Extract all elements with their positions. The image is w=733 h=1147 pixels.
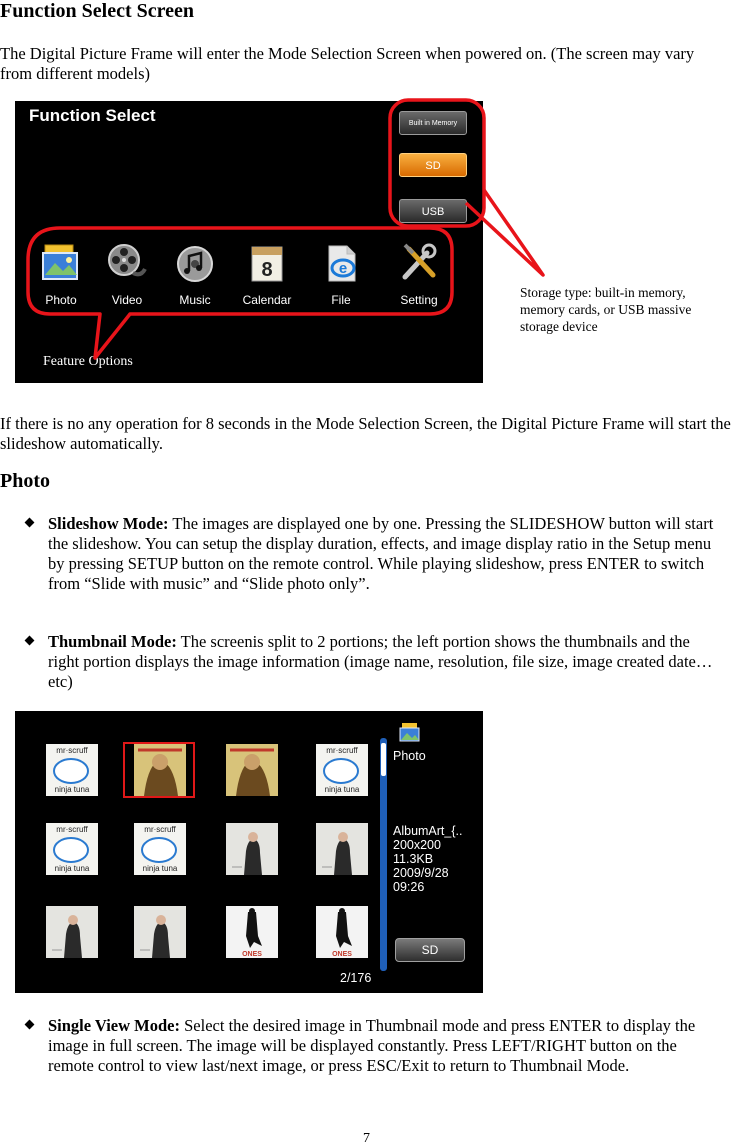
bullet-body: The images are displayed one by one. Pressing the SLIDESHOW button will start the slideshow. You can setup the display duration, effects, and image display ratio in the Setup menu by pressing SETUP button on the remote control. While playing slideshow, press ENTER to switch from “Slide with music” and “Slide photo only”. <box>48 514 714 593</box>
svg-text:ONES: ONES <box>242 951 262 958</box>
thumbnail-mode-screenshot <box>15 711 483 993</box>
photo-category-icon <box>399 722 421 747</box>
bullet-diamond-icon <box>25 1020 35 1030</box>
thumbnail[interactable] <box>316 823 368 875</box>
image-name: AlbumArt_{.. <box>393 824 463 838</box>
image-file-size: 11.3KB <box>393 852 434 866</box>
feature-label: File <box>331 293 351 307</box>
feature-label: Video <box>111 293 143 307</box>
scrollbar-thumb[interactable] <box>381 743 386 776</box>
page-number: 7 <box>363 1131 370 1146</box>
thumbnail[interactable] <box>226 906 278 958</box>
selected-thumbnail-frame <box>123 742 195 798</box>
sd-button[interactable]: SD <box>399 153 467 177</box>
svg-text:ninja tuna: ninja tuna <box>54 864 90 873</box>
svg-text:ninja tuna: ninja tuna <box>54 785 90 794</box>
svg-text:ninja tuna: ninja tuna <box>324 785 360 794</box>
svg-text:ninja tuna: ninja tuna <box>142 864 178 873</box>
feature-label: Music <box>179 293 211 307</box>
built-in-memory-button[interactable]: Built in Memory <box>399 111 467 135</box>
category-label: Photo <box>393 749 426 763</box>
thumbnail[interactable] <box>316 906 368 958</box>
svg-text:mr·scruff: mr·scruff <box>56 746 88 755</box>
image-time: 09:26 <box>393 880 425 894</box>
thumbnail[interactable] <box>46 744 98 796</box>
svg-text:e: e <box>338 260 348 277</box>
storage-annotation: Storage type: built-in memory, memory cards, or USB massive storage device <box>520 285 692 334</box>
intro-paragraph: The Digital Picture Frame will enter the Mode Selection Screen when powered on. (The screen may vary from different models) <box>0 44 695 83</box>
usb-button[interactable]: USB <box>399 199 467 223</box>
thumbnail[interactable] <box>316 744 368 796</box>
svg-text:8: 8 <box>261 259 273 281</box>
thumbnail[interactable] <box>226 823 278 875</box>
function-select-title: Function Select <box>29 106 156 125</box>
thumbnail[interactable] <box>46 823 98 875</box>
bullet-title: Thumbnail Mode: <box>48 632 177 651</box>
callout-overlay <box>0 95 733 395</box>
sd-storage-button[interactable]: SD <box>395 938 465 962</box>
storage-callout-pointer <box>466 190 543 275</box>
thumbnail[interactable] <box>46 906 98 958</box>
bullet-title: Single View Mode: <box>48 1016 180 1035</box>
bullet-body: Select the desired image in Thumbnail mode and press ENTER to display the image in full screen. The image will be displayed constantly. Press LEFT/RIGHT button on the remote control to view last/next image, or press ESC/Exit to return to Thumbnail Mode. <box>48 1016 696 1075</box>
auto-slideshow-paragraph: If there is no any operation for 8 seconds in the Mode Selection Screen, the Digital Picture Frame will start the slideshow automatically. <box>0 414 731 453</box>
bullet-slideshow-mode <box>26 514 716 594</box>
thumbnail[interactable] <box>226 744 278 796</box>
svg-text:mr·scruff: mr·scruff <box>326 746 358 755</box>
image-date: 2009/9/28 <box>393 866 449 880</box>
feature-highlight <box>28 228 452 358</box>
svg-text:mr·scruff: mr·scruff <box>56 825 88 834</box>
bullet-diamond-icon <box>25 518 35 528</box>
photo-heading: Photo <box>0 470 50 492</box>
feature-label: Photo <box>45 293 77 307</box>
page-counter: 2/176 <box>340 971 372 985</box>
bullet-title: Slideshow Mode: <box>48 514 169 533</box>
thumbnail[interactable] <box>134 906 186 958</box>
bullet-body: The screenis split to 2 portions; the left portion shows the thumbnails and the right portion displays the image information (image name, resolution, file size, image created date…etc) <box>48 632 713 691</box>
feature-label: Setting <box>400 293 438 307</box>
svg-text:ONES: ONES <box>332 951 352 958</box>
svg-text:mr·scruff: mr·scruff <box>144 825 176 834</box>
bullet-diamond-icon <box>25 636 35 646</box>
feature-label: Calendar <box>242 293 292 307</box>
bullet-thumbnail-mode <box>26 632 716 692</box>
feature-options-caption: Feature Options <box>43 354 133 369</box>
bullet-single-view-mode <box>26 1016 716 1076</box>
section-title: Function Select Screen <box>0 0 195 22</box>
image-resolution: 200x200 <box>393 838 441 852</box>
thumbnail[interactable] <box>134 823 186 875</box>
